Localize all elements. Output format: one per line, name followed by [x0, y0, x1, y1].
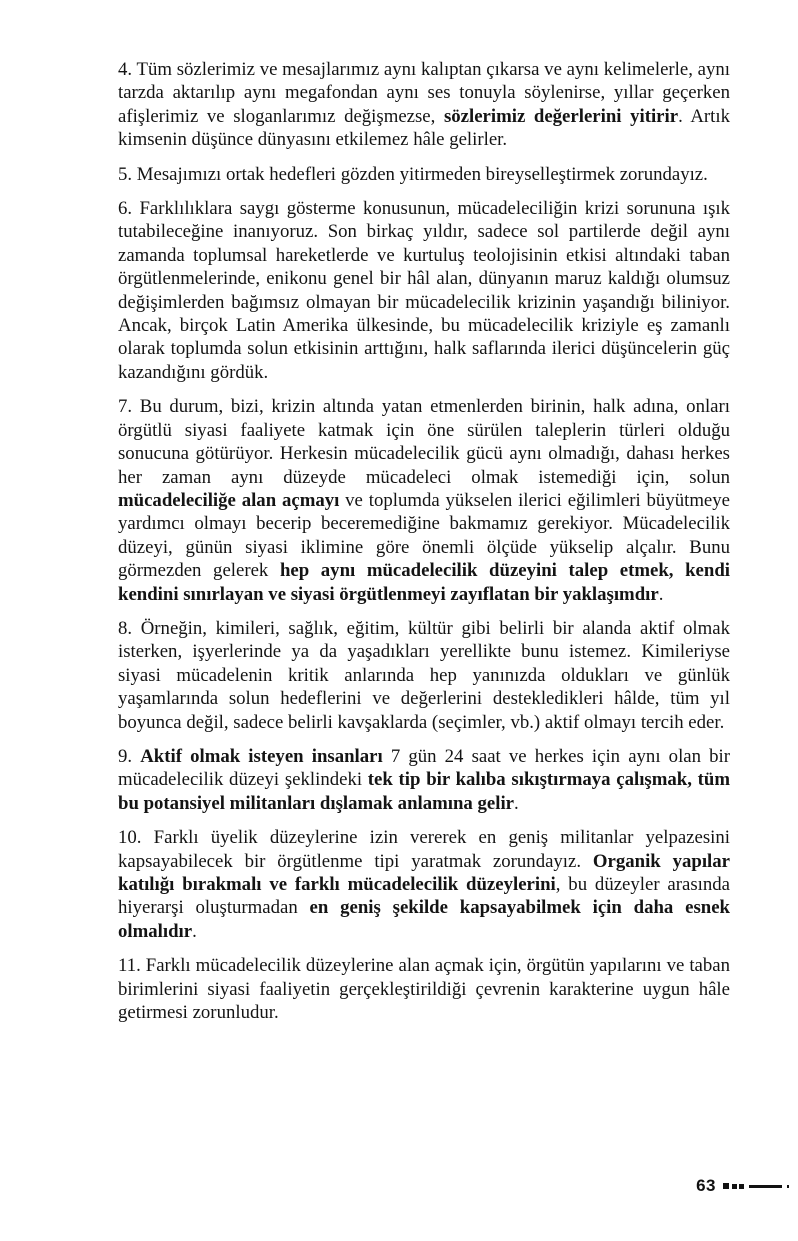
- text-run: .: [192, 920, 197, 942]
- text-run: .: [514, 792, 519, 814]
- text-run: 8. Örneğin, kimileri, sağlık, eğitim, kültür gibi belirli bir alanda aktif olmak isterken, işyerlerinde ya da yaşadıkları yerellikte bunu istemez. Kimileriyse siyasi mücadelenin kritik anlarında hep yanınızda oldukları ve günlük yaşamlarında solun hedeflerini ve değerlerini destekledikleri hâlde, tüm yıl boyunca değil, sadece belirli kavşaklarda (seçimler, vb.) aktif olmayı tercih eder.: [118, 617, 730, 733]
- dot-icon: [787, 1185, 789, 1188]
- text-run: , bu düzeyler arasında hiyerarşi oluşturmadan: [118, 874, 730, 919]
- bold-text-run: Organik yapılar katılığı bırakmalı ve farklı mücadelecilik düzeylerini: [118, 850, 730, 895]
- bold-text-run: en geniş şekilde kapsayabilmek için daha esnek olmalıdır: [118, 897, 730, 942]
- bold-text-run: mücadeleciliğe alan açmayı: [118, 489, 340, 511]
- paragraph: [118, 745, 730, 815]
- square-icon: [739, 1184, 744, 1189]
- text-run: 5. Mesajımızı ortak hedefleri gözden yitirmeden bireyselleştirmek zorundayız.: [118, 163, 708, 185]
- paragraph: [118, 163, 730, 186]
- text-run: 7. Bu durum, bizi, krizin altında yatan etmenlerden birinin, halk adına, onları örgütlü siyasi faaliyete katmak için öne sürülen taleplerin türleri olduğu sonucuna götürüyor. Herkesin mücadelecilik gücü aynı olmadığı, dahası herkes her zaman aynı düzeyde mücadeleci olmak istemediği için, solun: [118, 396, 730, 488]
- text-run: .: [658, 583, 664, 605]
- page-text-block: [118, 58, 730, 1035]
- text-run: ve toplumda yükselen ilerici eğilimleri büyütmeye yardımcı olmayı becerip beceremediğine bakmamız gerekiyor. Mücadelecilik düzeyi, günün siyasi iklimine göre önemli ölçüde yükselip alçalır. Bunu görmezden gelerek: [118, 489, 730, 582]
- paragraph: [118, 197, 730, 384]
- bold-text-run: sözlerimiz değerlerini yitirir: [443, 105, 679, 127]
- page-footer: [696, 1176, 789, 1196]
- text-run: 7 gün 24 saat ve herkes için aynı olan bir mücadelecilik düzeyi şeklindeki: [118, 745, 731, 791]
- square-icon: [723, 1183, 729, 1189]
- bold-text-run: tek tip bir kalıba sıkıştırmaya çalışmak, tüm bu potansiyel militanları dışlamak anlamına gelir: [118, 769, 730, 814]
- footer-ornament: [723, 1183, 789, 1189]
- bold-text-run: hep aynı mücadelecilik düzeyini talep etmek, kendi kendini sınırlayan ve siyasi örgütlenmeyi zayıflatan bir yaklaşımdır: [118, 560, 730, 605]
- text-run: . Artık kimsenin düşünce dünyasını etkilemez hâle gelirler.: [118, 105, 730, 151]
- paragraph: [118, 58, 730, 152]
- text-run: 4. Tüm sözlerimiz ve mesajlarımız aynı kalıptan çıkarsa ve aynı kelimelerle, aynı tarzda aktarılıp aynı megafondan aynı ses tonuyla söylenirse, yıllar geçerken afişlerimiz ve sloganlarımız değişmezse,: [118, 59, 730, 127]
- paragraph: [118, 826, 730, 943]
- text-run: 10. Farklı üyelik düzeylerine izin vererek en geniş militanlar yelpazesini kapsayabilecek bir örgütlenme tipi yaratmak zorundayız.: [118, 827, 730, 872]
- paragraph: [118, 395, 730, 606]
- paragraph: [118, 617, 730, 734]
- text-run: 6. Farklılıklara saygı gösterme konusunun, mücadeleciliğin krizi sorununa ışık tutabileceğine inanıyoruz. Son birkaç yıldır, sadece sol partilerde değil aynı zamanda toplumsal hareketlerde ve kurtuluş teolojisinin etkisi altındaki taban örgütlenmelerinde, enikonu genel bir hâl alan, dünyanın maruz kaldığı olumsuz değişimlerden bağımsız olmayan bir mücadelecilik krizinin yaşandığı biliniyor. Ancak, birçok Latin Amerika ülkesinde, bu mücadelecilik kriziyle eş zamanlı olarak toplumda solun etkisinin arttığını, halk saflarında ilerici düşüncelerin güç kazandığını gördük.: [118, 198, 730, 383]
- paragraph: [118, 954, 730, 1024]
- text-run: 11. Farklı mücadelecilik düzeylerine alan açmak için, örgütün yapılarını ve taban birimlerini siyasi faaliyetin gerçekleştirildiği çevrenin karakterine uygun hâle getirmesi zorunludur.: [118, 955, 730, 1024]
- text-run: 9.: [118, 745, 141, 767]
- page-number: 63: [696, 1176, 716, 1195]
- bold-text-run: Aktif olmak isteyen insanları: [140, 745, 383, 767]
- square-icon: [732, 1184, 737, 1189]
- horizontal-rule: [749, 1185, 782, 1188]
